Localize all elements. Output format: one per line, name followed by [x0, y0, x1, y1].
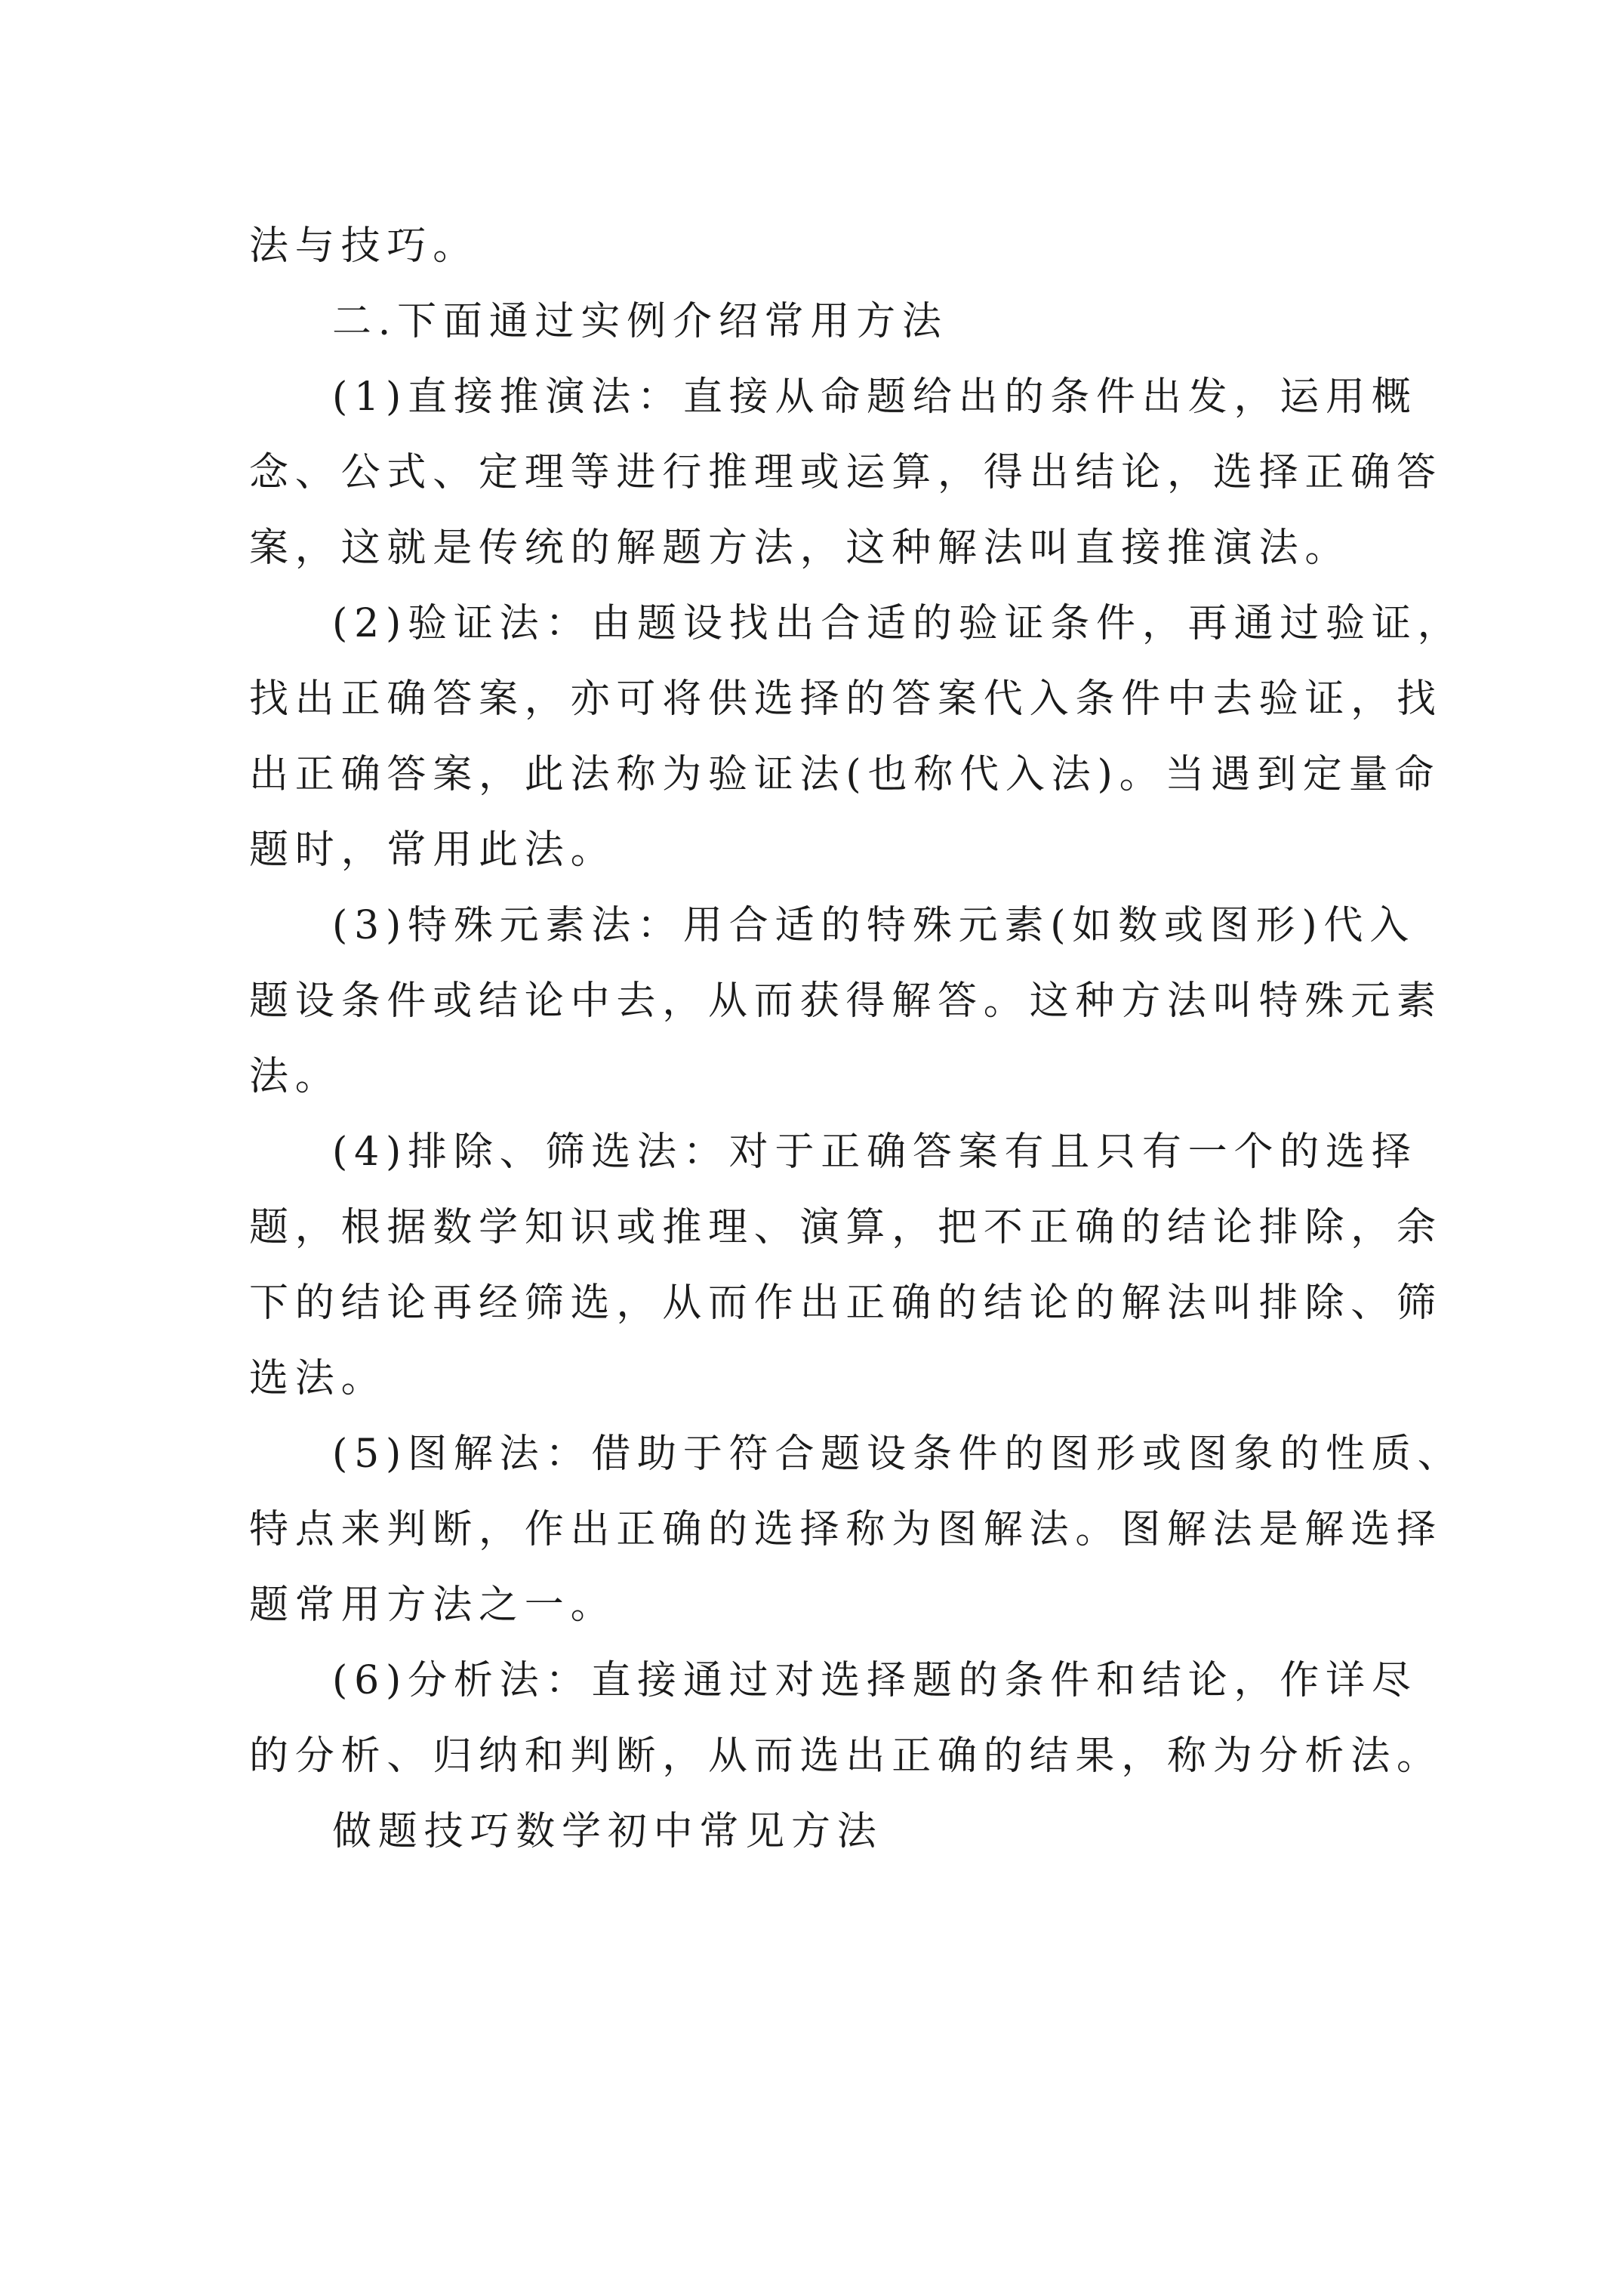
text-line: 题常用方法之一。 — [249, 1583, 617, 1628]
text-line: 找出正确答案，亦可将供选择的答案代入条件中去验证，找 — [249, 676, 1443, 722]
text-line: (2)验证法：由题设找出合适的验证条件，再通过验证， — [332, 601, 1464, 646]
text-line: 特点来判断，作出正确的选择称为图解法。图解法是解选择 — [249, 1507, 1443, 1552]
text-line: (3)特殊元素法：用合适的特殊元素(如数或图形)代入 — [332, 903, 1416, 948]
section-heading: 二.下面通过实例介绍常用方法 — [332, 299, 948, 344]
text-line: 出正确答案，此法称为验证法(也称代入法)。当遇到定量命 — [249, 752, 1441, 797]
text-line: 题设条件或结论中去，从而获得解答。这种方法叫特殊元素 — [249, 978, 1443, 1024]
text-line: 做题技巧数学初中常见方法 — [332, 1809, 883, 1854]
text-line: (5)图解法：借助于符合题设条件的图形或图象的性质、 — [332, 1432, 1464, 1477]
text-line: 法。 — [249, 1054, 341, 1099]
text-line: 的分析、归纳和判断，从而选出正确的结果，称为分析法。 — [249, 1734, 1443, 1779]
text-line: 法与技巧。 — [249, 223, 479, 269]
text-line: 念、公式、定理等进行推理或运算，得出结论，选择正确答 — [249, 450, 1443, 495]
text-line: (4)排除、筛选法：对于正确答案有且只有一个的选择 — [332, 1130, 1418, 1175]
text-line: (1)直接推演法：直接从命题给出的条件出发，运用概 — [332, 374, 1418, 420]
text-line: 选法。 — [249, 1356, 387, 1401]
text-line: 案，这就是传统的解题方法，这种解法叫直接推演法。 — [249, 525, 1351, 571]
text-line: 题，根据数学知识或推理、演算，把不正确的结论排除，余 — [249, 1205, 1443, 1250]
text-line: (6)分析法：直接通过对选择题的条件和结论，作详尽 — [332, 1658, 1418, 1703]
text-line: 题时，常用此法。 — [249, 827, 617, 873]
text-line: 下的结论再经筛选，从而作出正确的结论的解法叫排除、筛 — [249, 1281, 1443, 1326]
